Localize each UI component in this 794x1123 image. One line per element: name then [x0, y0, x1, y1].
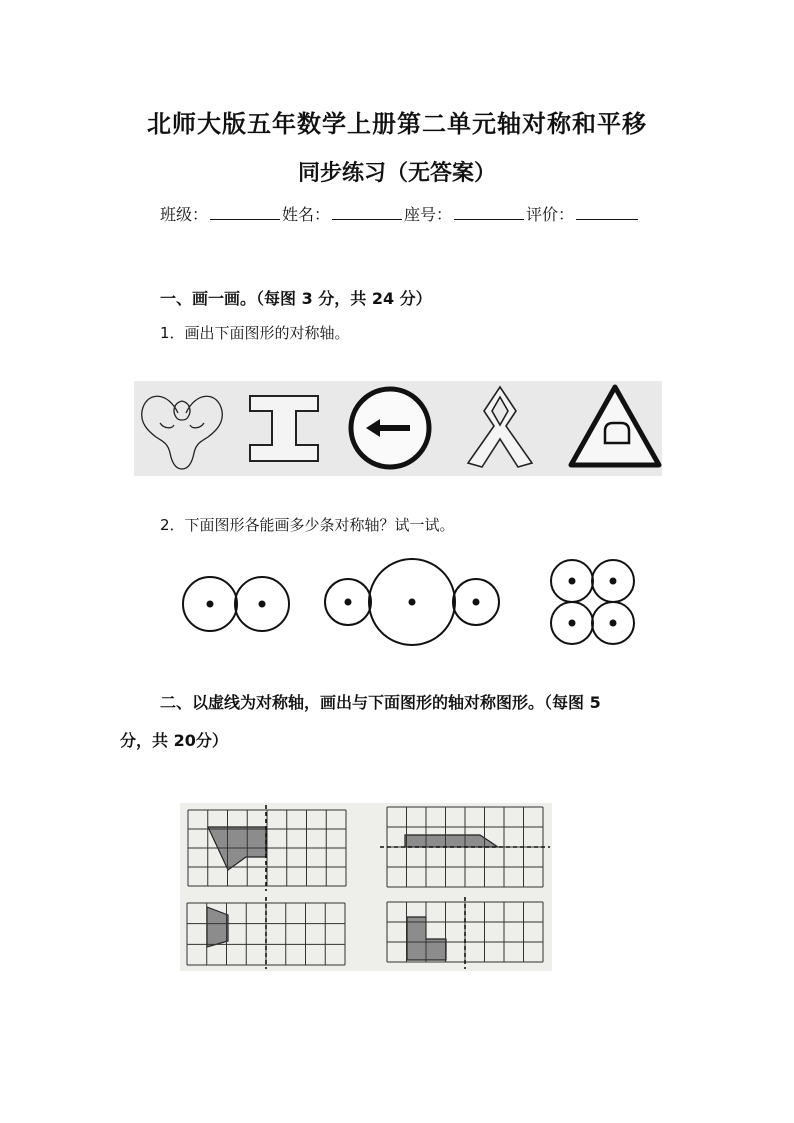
class-label: 班级：	[160, 205, 209, 224]
four-circles-figure	[551, 560, 634, 644]
seat-label: 座号：	[404, 205, 453, 224]
left-arrow-circle-icon	[351, 389, 429, 467]
score-label: 评价：	[526, 205, 575, 224]
section1-heading: 一、画一画。（每图 3 分，共 24 分）	[160, 289, 432, 308]
name-blank[interactable]	[332, 205, 402, 220]
question-2: 2．下面图形各能画多少条对称轴？试一试。	[160, 516, 455, 534]
shaded-shape-3	[207, 907, 228, 947]
circles-figures	[170, 552, 650, 652]
grid-bottom-left	[187, 897, 345, 969]
class-blank[interactable]	[210, 205, 280, 220]
name-label: 姓名：	[282, 205, 331, 224]
grid-top-right	[380, 807, 550, 887]
question-1: 1．画出下面图形的对称轴。	[160, 324, 350, 342]
seat-blank[interactable]	[454, 205, 524, 220]
page-title: 北师大版五年数学上册第二单元轴对称和平移	[147, 109, 647, 138]
triangle-arch-shape	[571, 387, 659, 465]
grid-top-left	[188, 805, 346, 891]
score-blank[interactable]	[576, 205, 638, 220]
i-beam-shape	[250, 396, 318, 461]
grid-lines	[188, 810, 346, 886]
bull-head-shape	[142, 396, 223, 469]
section2-heading-line1: 二、以虚线为对称轴，画出与下面图形的轴对称图形。（每图 5	[160, 693, 601, 712]
symmetry-shapes-photo	[134, 381, 662, 476]
ribbon-diamond-shape	[468, 387, 532, 467]
grid-bottom-right	[387, 897, 543, 969]
two-circles-figure	[183, 577, 289, 631]
page-subtitle: 同步练习（无答案）	[297, 160, 496, 186]
grid-exercises-photo	[180, 803, 552, 971]
student-info-line	[160, 202, 640, 225]
section2-heading-line2: 分，共 20分）	[120, 731, 228, 750]
three-circles-figure	[325, 559, 499, 645]
